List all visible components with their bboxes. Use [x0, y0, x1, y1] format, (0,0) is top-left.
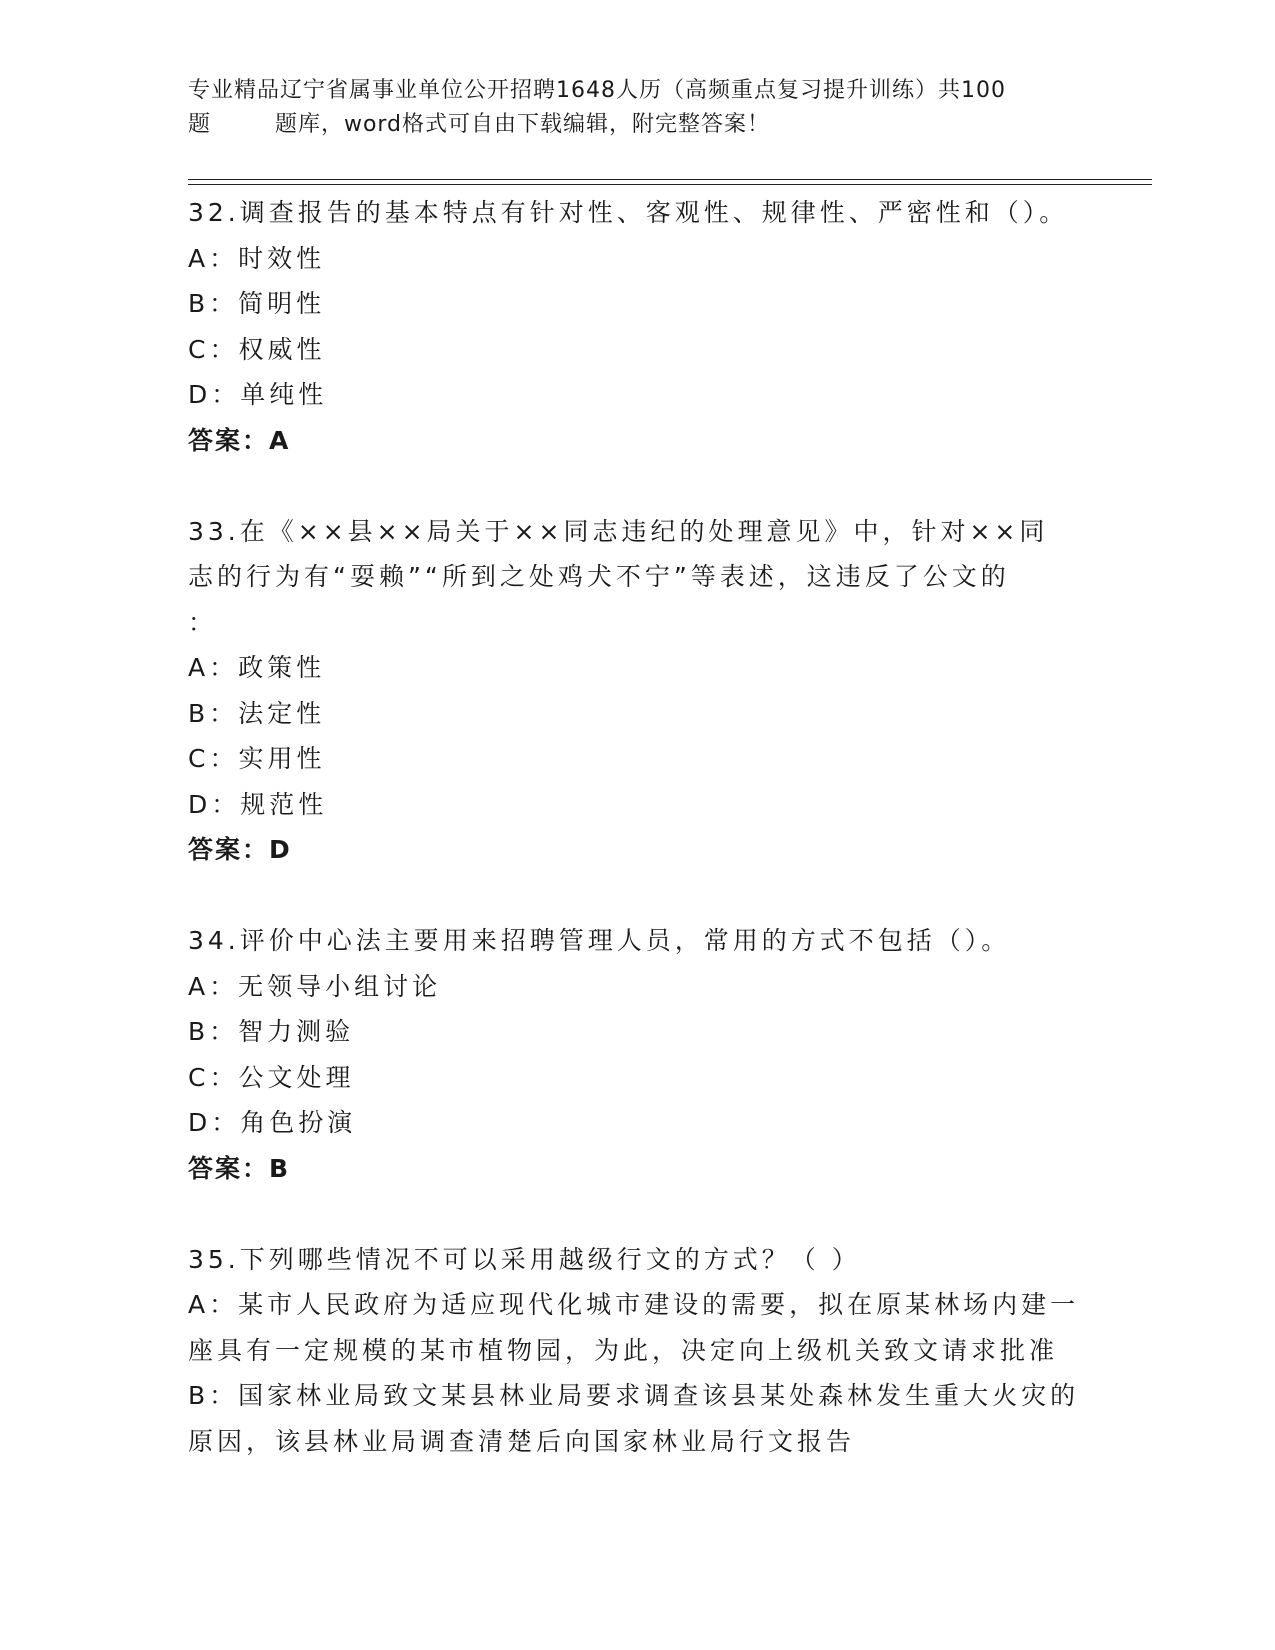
- option-a-line-2: 座具有一定规模的某市植物园，为此，决定向上级机关致文请求批准: [188, 1335, 1059, 1365]
- option-b: B：简明性: [188, 289, 326, 318]
- question-text: 35.下列哪些情况不可以采用越级行文的方式？（ ）: [188, 1244, 861, 1274]
- spacer: [188, 873, 1088, 919]
- option-d: D：规范性: [188, 789, 328, 819]
- question-block-34: [188, 918, 1088, 1191]
- question-block-32: [188, 190, 1088, 463]
- document-header: [188, 74, 1088, 142]
- option-a: A：时效性: [188, 243, 326, 273]
- option-c: C：权威性: [188, 334, 326, 364]
- option-b: B：智力测验: [188, 1017, 355, 1046]
- option-c: C：公文处理: [188, 1062, 355, 1092]
- question-text-line-3: ：: [188, 607, 218, 637]
- option-b-line-1: B：国家林业局致文某县林业局要求调查该县某处森林发生重大火灾的: [188, 1381, 1080, 1410]
- header-title-line-1: 专业精品辽宁省属事业单位公开招聘1648人历（高频重点复习提升训练）共100: [188, 78, 1006, 103]
- answer-text: 答案：B: [188, 1153, 291, 1183]
- option-a-line-1: A：某市人民政府为适应现代化城市建设的需要，拟在原某林场内建一: [188, 1290, 1080, 1319]
- option-d: D：角色扮演: [188, 1108, 357, 1137]
- header-divider-top: [188, 179, 1152, 180]
- answer-text: 答案：D: [188, 835, 292, 864]
- answer-text: 答案：A: [188, 425, 291, 455]
- question-block-33: [188, 509, 1088, 873]
- option-b: B：法定性: [188, 698, 326, 728]
- question-text: 32.调查报告的基本特点有针对性、客观性、规律性、严密性和（）。: [188, 198, 1069, 227]
- option-d: D：单纯性: [188, 380, 328, 409]
- option-a: A：无领导小组讨论: [188, 971, 442, 1001]
- question-text-line-2: 志的行为有“耍赖”“所到之处鸡犬不宁”等表述，这违反了公文的: [188, 562, 1010, 591]
- spacer: [188, 1191, 1088, 1237]
- question-text-line-1: 33.在《××县××局关于××同志违纪的处理意见》中，针对××同: [188, 516, 1049, 546]
- question-block-35: [188, 1237, 1088, 1465]
- header-divider-bottom: [188, 184, 1152, 185]
- header-title-line-2: 题 题库，word格式可自由下载编辑，附完整答案！: [188, 112, 771, 137]
- question-text: 34.评价中心法主要用来招聘管理人员，常用的方式不包括（）。: [188, 926, 1011, 955]
- question-list: [188, 190, 1088, 1464]
- option-a: A：政策性: [188, 653, 326, 682]
- option-c: C：实用性: [188, 744, 326, 773]
- option-b-line-2: 原因，该县林业局调查清楚后向国家林业局行文报告: [188, 1426, 856, 1456]
- spacer: [188, 463, 1088, 509]
